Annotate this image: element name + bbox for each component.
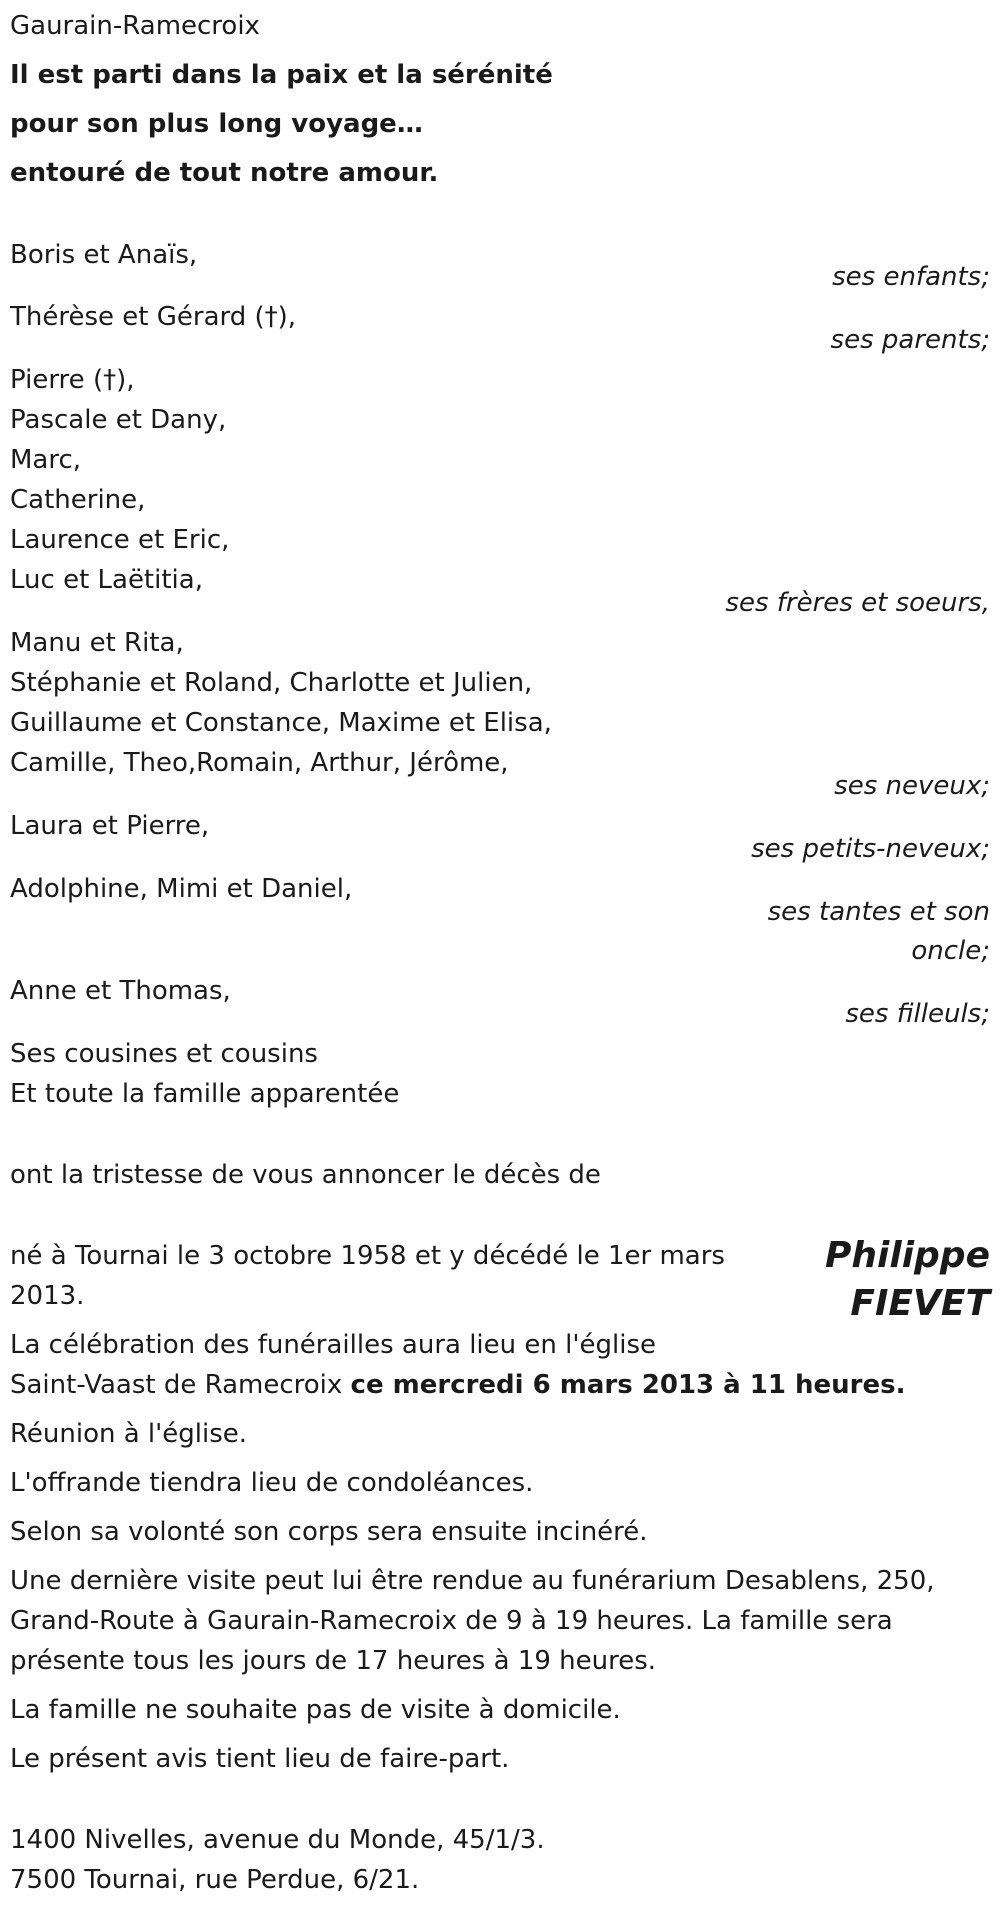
intro-line-2: pour son plus long voyage… — [10, 109, 423, 139]
offering-line: L'offrande tiendra lieu de condoléances. — [10, 1468, 534, 1498]
no-home-visit-line: La famille ne souhaite pas de visite à domicile. — [10, 1695, 621, 1725]
funeral-date-time: ce mercredi 6 mars 2013 à 11 heures. — [350, 1370, 906, 1400]
address-line: 1400 Nivelles, avenue du Monde, 45/1/3. — [10, 1825, 545, 1855]
visit-paragraph: Une dernière visite peut lui être rendue au funérarium Desablens, 250, Grand-Route à Gaurain-Ramecroix de 9 à 19 heures. La famille sera présente tous les jours de 17 heures à 19 heures. — [10, 1566, 935, 1676]
grandnephews-names: Laura et Pierre, — [10, 811, 210, 841]
intro-line-1: Il est parti dans la paix et la sérénité — [10, 60, 553, 90]
godchildren-relation: ses filleuls; — [845, 999, 990, 1029]
meeting-line: Réunion à l'église. — [10, 1419, 248, 1449]
nephew-line: Stéphanie et Roland, Charlotte et Julien, — [10, 668, 533, 698]
funeral-church: Saint-Vaast de Ramecroix — [10, 1370, 351, 1400]
sibling-line: Pierre (†), — [10, 365, 135, 395]
sibling-line: Pascale et Dany, — [10, 405, 227, 435]
parents-names: Thérèse et Gérard (†), — [10, 302, 297, 332]
godchildren-names: Anne et Thomas, — [10, 976, 231, 1006]
sibling-line: Luc et Laëtitia, — [10, 565, 203, 595]
aunts-relation-line-2: oncle; — [911, 936, 990, 966]
funeral-line-1: La célébration des funérailles aura lieu en l'église — [10, 1330, 656, 1360]
announcement-line: ont la tristesse de vous annoncer le décès de — [10, 1160, 601, 1190]
nephew-line: Guillaume et Constance, Maxime et Elisa, — [10, 708, 552, 738]
extended-family-line: Et toute la famille apparentée — [10, 1079, 400, 1109]
aunts-relation-line-1: ses tantes et son — [767, 897, 990, 927]
siblings-relation: ses frères et soeurs, — [725, 588, 990, 618]
nephew-line: Manu et Rita, — [10, 628, 184, 658]
birth-death-line: né à Tournai le 3 octobre 1958 et y décédé le 1er mars 2013. — [10, 1241, 725, 1311]
deceased-last-name: FIEVET — [850, 1283, 990, 1324]
nephew-line: Camille, Theo,Romain, Arthur, Jérôme, — [10, 748, 509, 778]
address-line: 7500 Tournai, rue Perdue, 6/21. — [10, 1865, 420, 1895]
location: Gaurain-Ramecroix — [10, 11, 260, 41]
nephews-relation: ses neveux; — [834, 771, 990, 801]
deceased-first-name: Philippe — [825, 1235, 990, 1276]
sibling-line: Marc, — [10, 445, 82, 475]
intro-line-3: entouré de tout notre amour. — [10, 158, 439, 188]
cremation-line: Selon sa volonté son corps sera ensuite incinéré. — [10, 1517, 648, 1547]
grandnephews-relation: ses petits-neveux; — [751, 834, 990, 864]
children-relation: ses enfants; — [832, 262, 990, 292]
sibling-line: Laurence et Eric, — [10, 525, 230, 555]
funeral-line-2 — [10, 1365, 905, 1405]
cousins-line: Ses cousines et cousins — [10, 1039, 318, 1069]
notice-line: Le présent avis tient lieu de faire-part. — [10, 1744, 510, 1774]
parents-relation: ses parents; — [830, 325, 990, 355]
children-names: Boris et Anaïs, — [10, 240, 198, 270]
sibling-line: Catherine, — [10, 485, 146, 515]
aunts-names: Adolphine, Mimi et Daniel, — [10, 874, 353, 904]
